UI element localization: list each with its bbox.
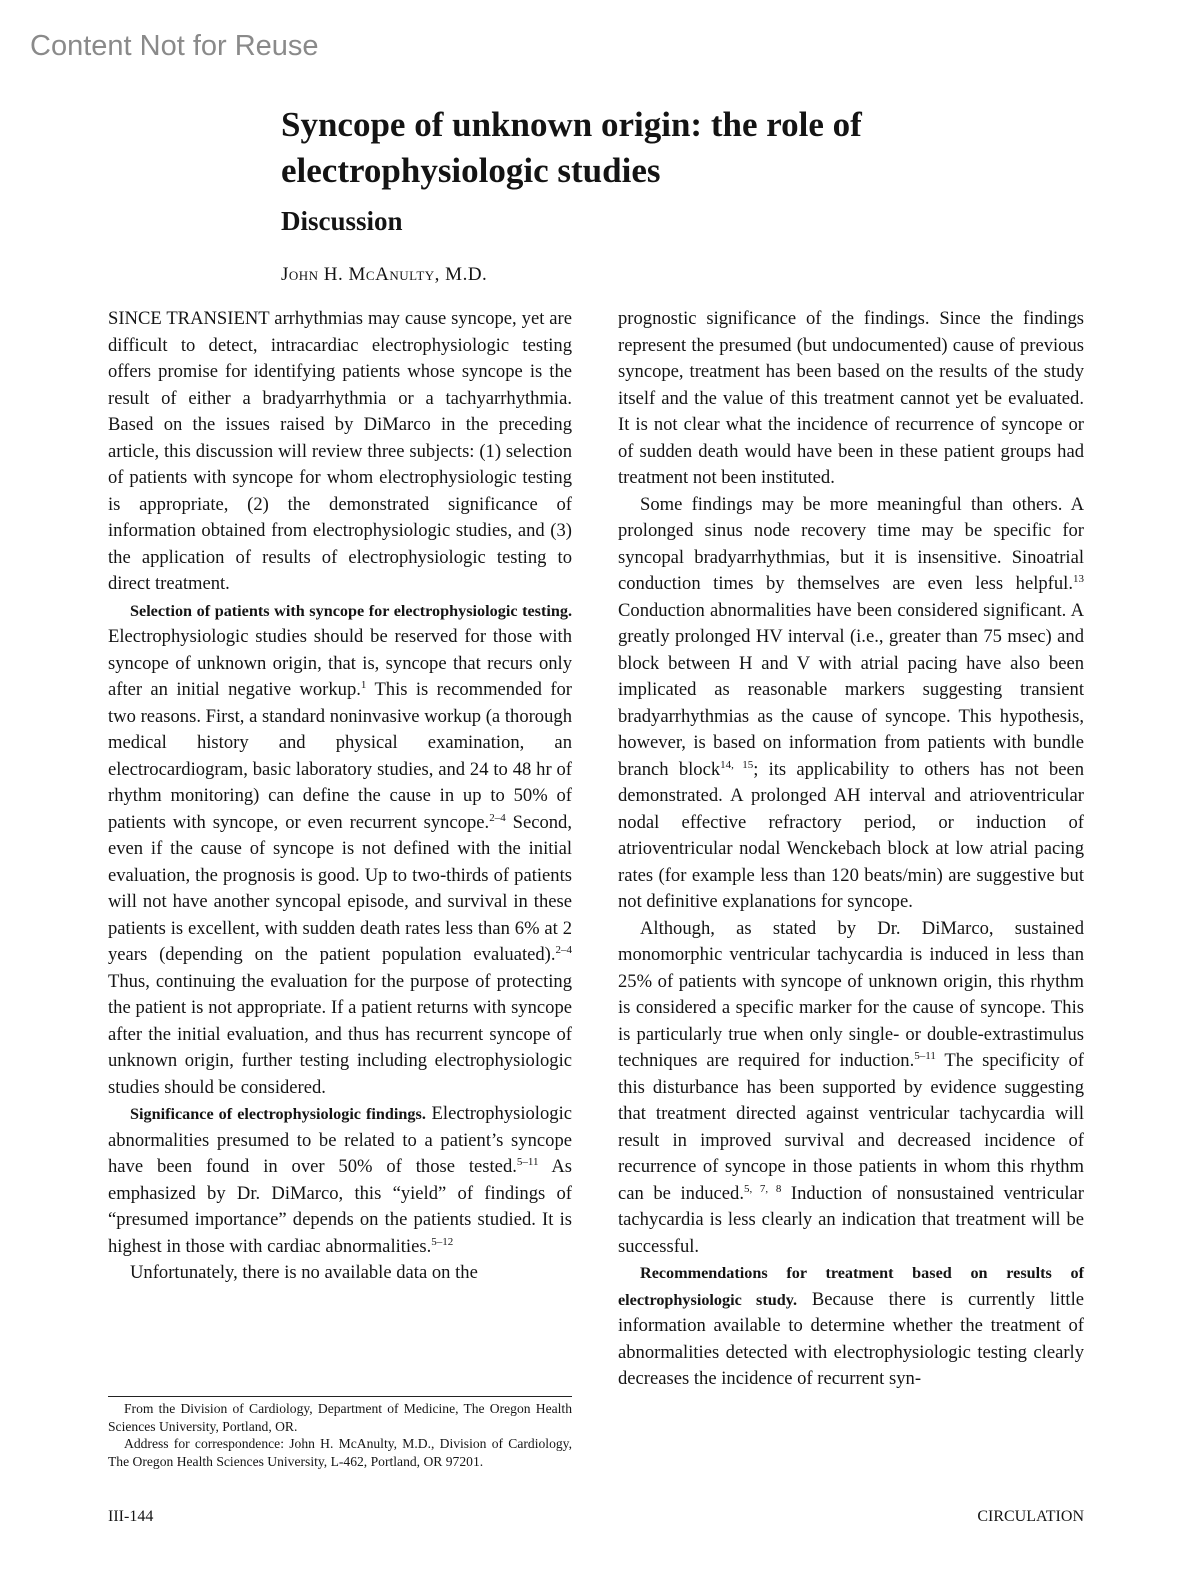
page-number: III-144: [108, 1508, 154, 1525]
right-column: [618, 306, 1084, 1393]
paragraph-text: Electrophysiologic abnormalities presumed to be related to a patient’s syncope have been found in over 50% of those tested.: [108, 1103, 572, 1177]
paragraph-significance: [108, 1101, 572, 1260]
article-title: Syncope of unknown origin: the role of electrophysiologic studies: [281, 105, 862, 190]
citation: 14, 15: [720, 758, 754, 771]
paragraph-findings: [618, 492, 1084, 916]
lead-in-caps: SINCE TRANSIENT: [108, 308, 270, 329]
section-heading-recommendations: Recommendations for treatment based on results of electrophysiologic study.: [618, 1264, 1084, 1309]
paragraph-intro: [108, 306, 572, 598]
footnote-divider: [108, 1396, 572, 1397]
citation: 5–11: [516, 1156, 539, 1168]
paragraph-prognostic: [618, 306, 1084, 492]
section-heading-significance: Significance of electrophysiologic findings.: [130, 1105, 426, 1123]
footnotes: [108, 1400, 572, 1470]
paragraph-text: prognostic significance of the findings. Since the findings represent the presumed (but undocumented) cause of previous syncope, treatment has been based on the results of the study itself and the value of this treatment cannot yet be evaluated. It is not clear what the incidence of recurrence of syncope or of sudden death would have been in these patient groups had treatment not been instituted.: [618, 308, 1084, 488]
paragraph-text: This is recommended for two reasons. First, a standard noninvasive workup (a thorough medical history and physical examination, an electrocardiogram, basic laboratory studies, and 24 to 48 hr of rhythm monitoring) can define the cause in up to 50% of patients with syncope, or even recurrent syncope.: [108, 679, 573, 833]
paragraph-text: Some findings may be more meaningful than others. A prolonged sinus node recovery time may be specific for syncopal bradyarrhythmias, but it is insensitive. Sinoatrial conduction times by themselves are even less helpful.: [618, 493, 1084, 594]
paragraph-selection: [108, 598, 572, 1102]
footnote-correspondence: Address for correspondence: John H. McAnulty, M.D., Division of Cardiology, The Oregon Health Sciences University, L-462, Portland, OR 97201.: [108, 1436, 572, 1469]
citation: 5–11: [914, 1050, 936, 1062]
journal-name: CIRCULATION: [977, 1508, 1084, 1525]
section-heading-selection: Selection of patients with syncope for electrophysiologic testing.: [130, 601, 572, 620]
paragraph-text: Thus, continuing the evaluation for the purpose of protecting the patient is not appropriate. If a patient returns with syncope after the initial evaluation, and thus has recurrent syncope of unknown origin, further testing including electrophysiologic studies should be considered.: [108, 970, 572, 1098]
author-byline: John H. McAnulty, M.D.: [281, 264, 488, 285]
citation: 13: [1073, 573, 1084, 585]
footnote-affiliation: From the Division of Cardiology, Department of Medicine, The Oregon Health Sciences University, Portland, OR.: [108, 1401, 572, 1434]
paragraph-recommendations: [618, 1260, 1084, 1393]
left-column: [108, 306, 572, 1287]
paragraph-text: Although, as stated by Dr. DiMarco, sustained monomorphic ventricular tachycardia is induced in less than 25% of patients with syncope of unknown origin, this rhythm is considered a specific marker for the cause of syncope. This is particularly true when only single- or double-extrastimulus techniques are required for induction.: [618, 917, 1084, 1071]
watermark: Content Not for Reuse: [30, 30, 319, 62]
citation: 2–4: [555, 944, 572, 956]
article-subtitle: Discussion: [281, 206, 403, 236]
paragraph-text: Electrophysiologic studies should be reserved for those with syncope of unknown origin, that is, syncope that recurs only after an initial negative workup.: [108, 626, 572, 700]
paragraph-text: Conduction abnormalities have been considered significant. A greatly prolonged HV interval (i.e., greater than 75 msec) and block between H and V with atrial pacing have also been implicated as reasonable markers suggesting transient bradyarrhythmias as the cause of syncope. This hypothesis, however, is based on information from patients with bundle branch block: [618, 599, 1084, 780]
paragraph-text: Unfortunately, there is no available data on the: [130, 1262, 478, 1283]
citation: 1: [360, 679, 367, 691]
citation: 5, 7, 8: [744, 1182, 782, 1195]
paragraph-text: arrhythmias may cause syncope, yet are difficult to detect, intracardiac electrophysiologic testing offers promise for identifying patients whose syncope is the result of either a bradyarrhythmia or a tachyarrhythmia. Based on the issues raised by DiMarco in the preceding article, this discussion will review three subjects: (1) selection of patients with syncope for whom electrophysiologic testing is appropriate, (2) the demonstrated significance of information obtained from electrophysiologic studies, and (3) the application of results of electrophysiologic testing to direct treatment.: [108, 308, 572, 594]
paragraph-ventricular-tachycardia: [618, 916, 1084, 1261]
paragraph-text: As emphasized by Dr. DiMarco, this “yield” of findings of “presumed importance” depends on the patients studied. It is highest in those with cardiac abnormalities.: [108, 1156, 572, 1257]
paragraph-text: Because there is currently little information available to determine whether the treatment of abnormalities detected with electrophysiologic testing clearly decreases the incidence of recurrent syn-: [618, 1288, 1084, 1389]
paragraph-text: The specificity of this disturbance has been supported by evidence suggesting that treatment directed against ventricular tachycardia will result in improved survival and decreased incidence of recurrence of syncope in those patients in whom this rhythm can be induced.: [618, 1050, 1084, 1204]
paragraph-text: Second, even if the cause of syncope is not defined with the initial evaluation, the prognosis is good. Up to two-thirds of patients will not have another syncopal episode, and survival in these patients is excellent, with sudden death rates less than 6% at 2 years (depending on the patient population evaluated).: [108, 811, 572, 965]
paragraph-text: ; its applicability to others has not been demonstrated. A prolonged AH interval and atrioventricular nodal effective refractory period, or induction of atrioventricular nodal Wenckebach block at low atrial pacing rates (for example less than 120 beats/min) are suggestive but not definitive explanations for syncope.: [618, 758, 1084, 912]
paragraph-unfortunately: [108, 1260, 572, 1287]
citation: 2–4: [489, 811, 506, 824]
citation: 5–12: [431, 1235, 454, 1248]
paragraph-text: Induction of nonsustained ventricular tachycardia is less clearly an indication that treatment will be successful.: [618, 1182, 1084, 1257]
